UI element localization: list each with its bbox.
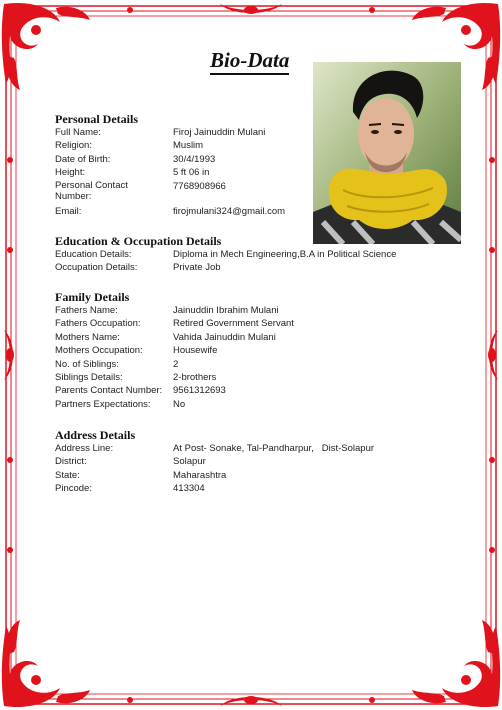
field-value: 413304 [173,483,205,495]
field-value: Jainuddin Ibrahim Mulani [173,305,279,316]
field-value: Solapur [173,456,206,468]
address-details-list [55,442,374,496]
field-value: 2-brothers [173,371,217,383]
field-label: Religion: [55,140,92,152]
field-label: District: [55,456,87,468]
list-item [55,384,294,397]
list-item [55,139,285,152]
list-item [55,442,374,455]
page-title: Bio-Data [210,48,289,75]
list-item [55,358,294,371]
list-item [55,205,285,218]
field-value: 9561312693 [173,385,226,397]
field-label: Parents Contact Number: [55,385,163,397]
list-item [55,331,294,344]
field-value: Housewife [173,345,218,357]
education-details-list [55,248,396,275]
field-value: 2 [173,358,179,370]
field-value: 30/4/1993 [173,153,216,165]
list-item [55,248,396,261]
list-item [55,180,285,205]
field-value: Diploma in Mech Engineering,B.A in Political Science [173,249,397,260]
field-label: Date of Birth: [55,153,111,165]
field-label: Fathers Name: [55,305,118,316]
section-heading-family: Family Details [55,290,130,304]
section-heading-address: Address Details [55,428,136,442]
list-item [55,469,374,482]
list-item [55,398,294,411]
field-label: Full Name: [55,127,101,138]
field-value: firojmulani324@gmail.com [173,205,286,217]
list-item [55,304,294,317]
field-value: No [173,398,186,410]
field-value: Maharashtra [173,469,227,481]
field-label: Mothers Name: [55,331,120,343]
list-item [55,455,374,468]
field-value: Vahida Jainuddin Mulani [173,331,276,343]
personal-details-list [55,126,285,218]
field-label: Education Details: [55,249,132,260]
list-item [55,317,294,330]
field-label: No. of Siblings: [55,358,119,370]
list-item [55,166,285,179]
field-value: At Post- Sonake, Tal-Pandharpur, Dist-Solapur [173,443,375,454]
field-label: Email: [55,205,82,217]
field-label: Partners Expectations: [55,398,151,410]
field-value: 7768908966 [173,180,226,192]
list-item [55,126,285,139]
field-value: Firoj Jainuddin Mulani [173,127,266,138]
section-heading-education: Education & Occupation Details [55,234,222,248]
field-label: Occupation Details: [55,262,138,274]
field-label: State: [55,469,80,481]
field-label: Mothers Occupation: [55,345,143,357]
list-item [55,482,374,495]
field-label: Siblings Details: [55,371,123,383]
field-value: 5 ft 06 in [173,167,210,179]
field-value: Private Job [173,262,221,274]
family-details-list [55,304,294,411]
profile-photo [313,62,461,244]
list-item [55,371,294,384]
field-label: Personal Contact Number: [55,179,128,202]
field-label: Fathers Occupation: [55,318,141,330]
field-label: Height: [55,167,86,179]
field-value: Muslim [173,140,204,152]
field-label: Address Line: [55,443,114,454]
list-item [55,261,396,274]
list-item [55,344,294,357]
field-label: Pincode: [55,483,92,495]
section-heading-personal: Personal Details [55,112,138,126]
list-item [55,153,285,166]
field-value: Retired Government Servant [173,318,294,330]
